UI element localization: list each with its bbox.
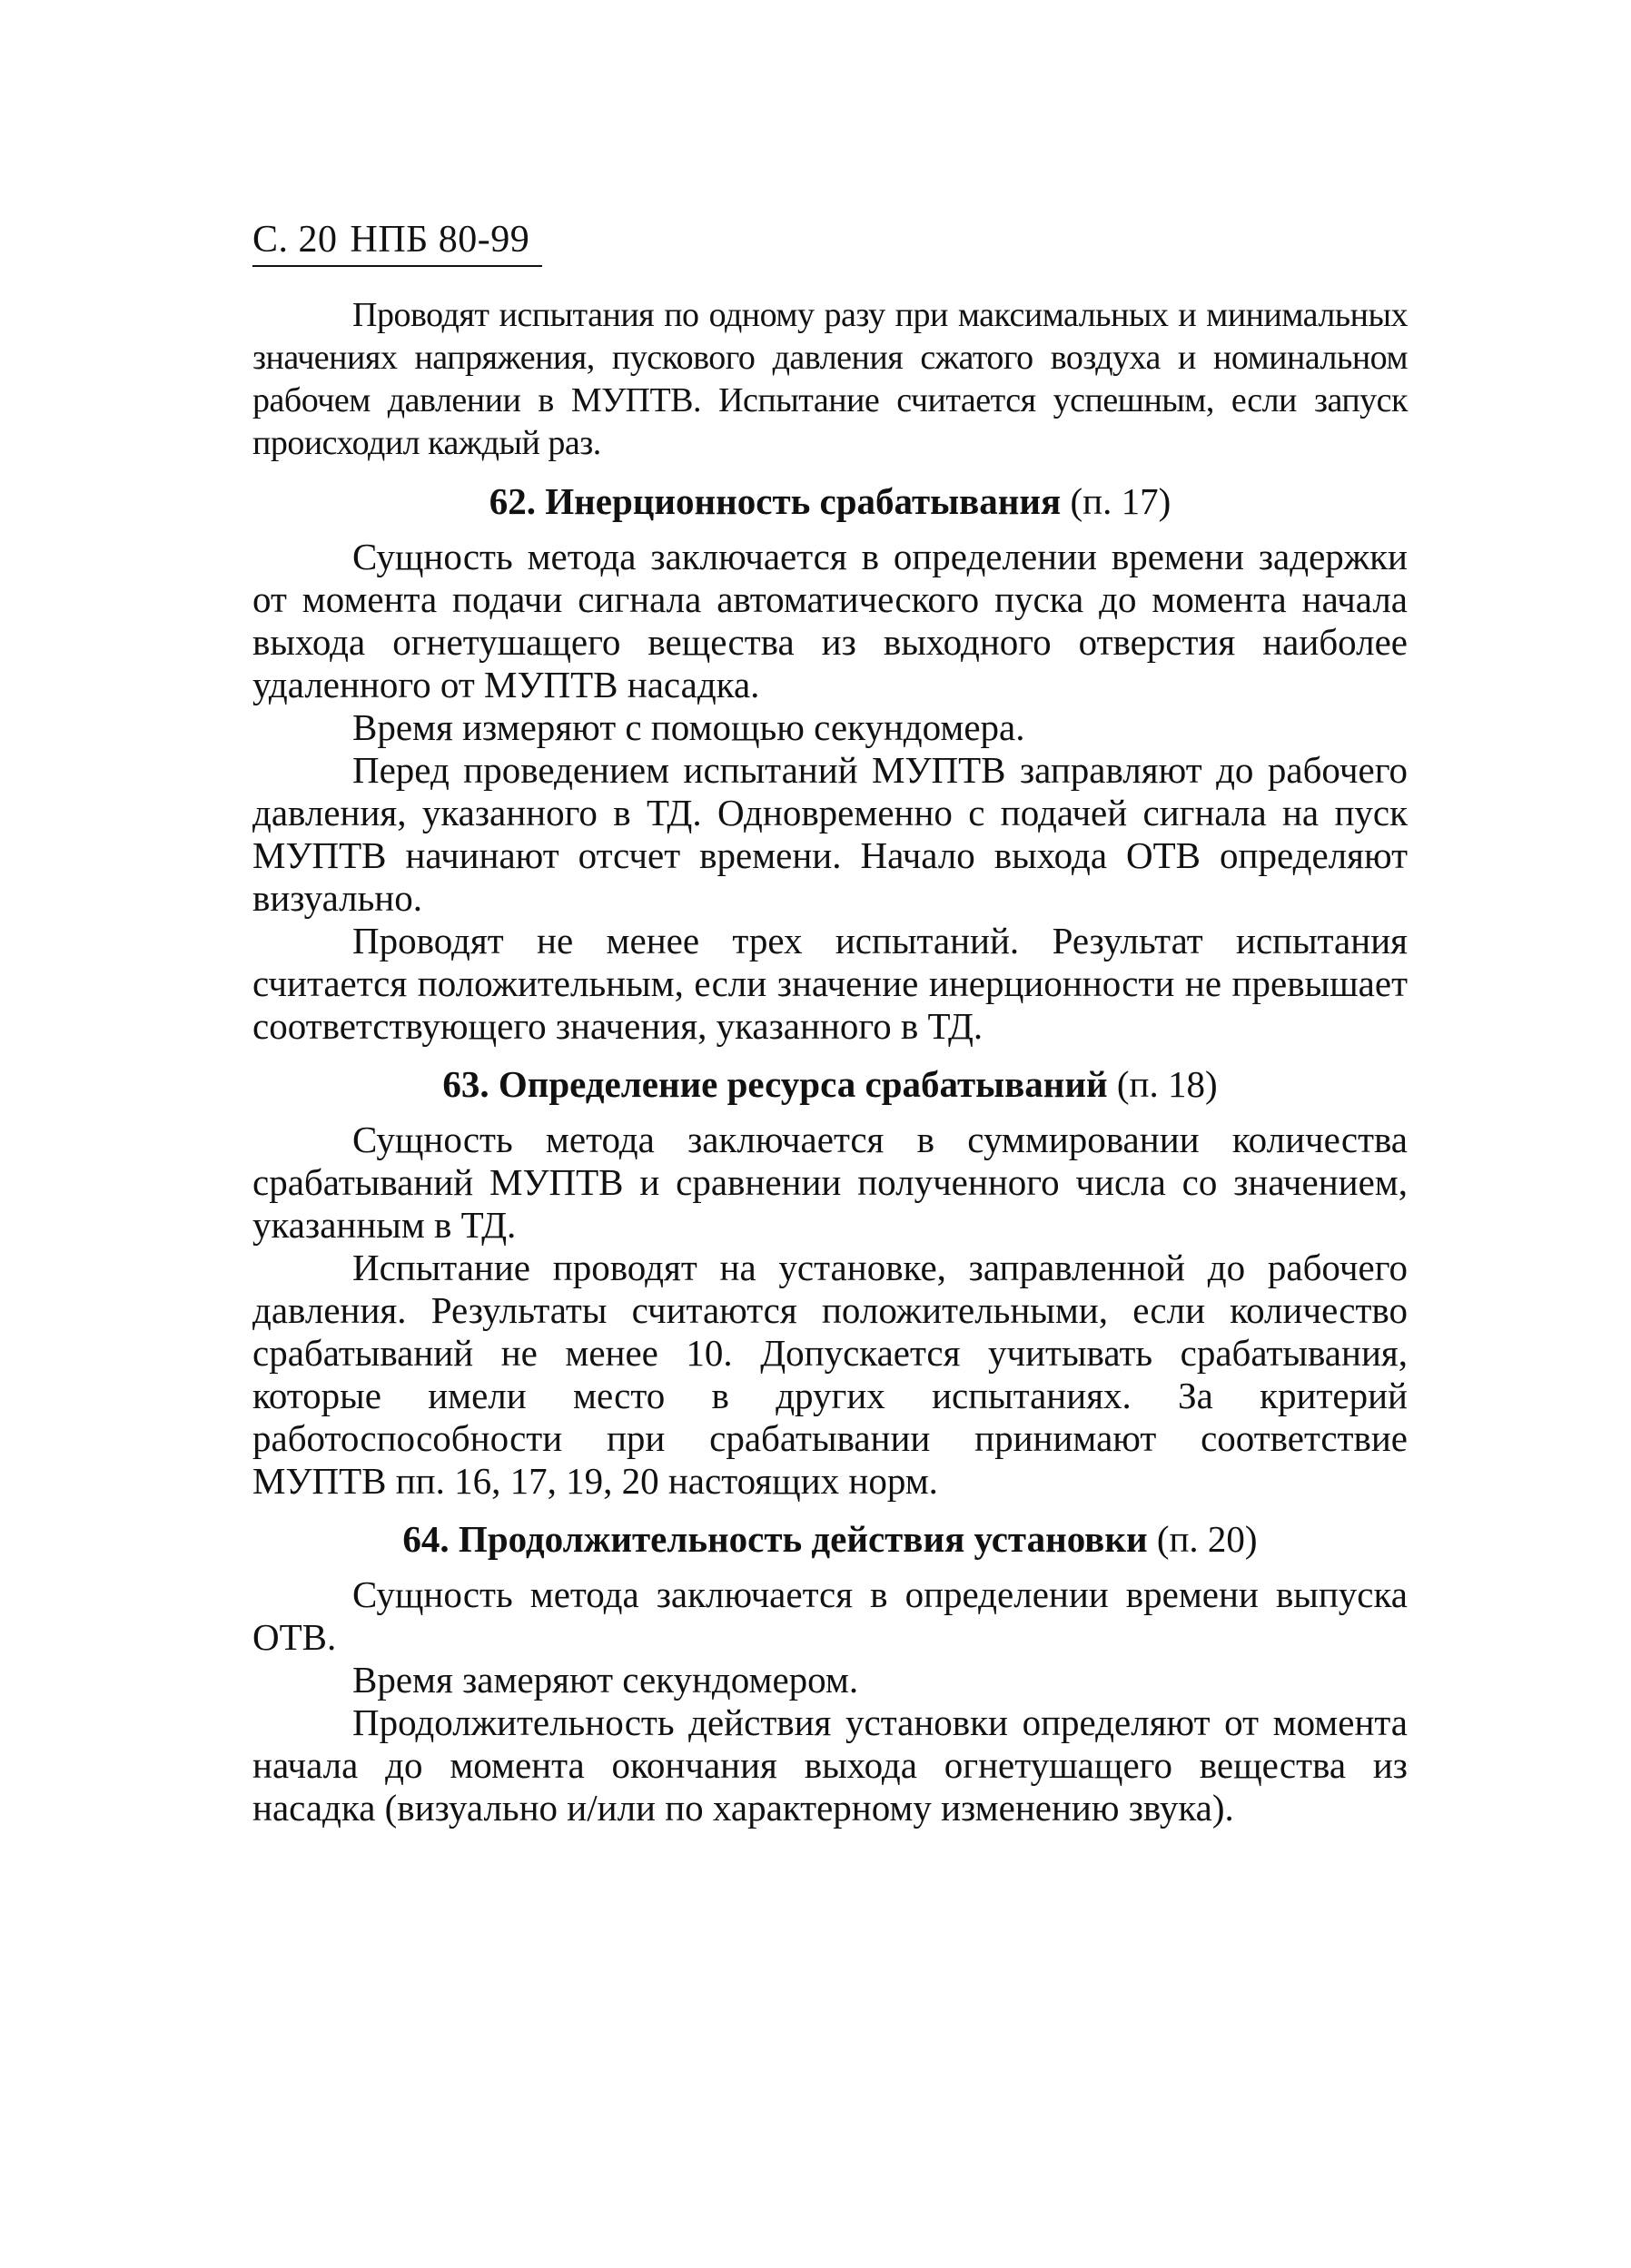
section-reference: (п. 17)	[1070, 480, 1171, 522]
section-heading	[252, 1517, 1408, 1561]
section-62	[252, 479, 1408, 1048]
paragraph: Сущность метода заключается в определении времени выпуска ОТВ.	[252, 1573, 1408, 1658]
paragraph: Сущность метода заключается в суммировании количества срабатываний МУПТВ и сравнении полученного числа со значением, указанным в ТД.	[252, 1119, 1408, 1246]
paragraph: Время замеряют секундомером.	[352, 1659, 859, 1701]
paragraph: Сущность метода заключается в определении времени задержки от момента подачи сигнала автоматического пуска до момента начала выхода огнетушащего вещества из выходного отверстия наиболее удаленного от МУПТВ насадка.	[252, 536, 1408, 705]
page-header	[252, 214, 542, 267]
paragraph: Продолжительность действия установки определяют от момента начала до момента окончания выхода огнетушащего вещества из насадка (визуально и/или по характерному изменению звука).	[252, 1701, 1408, 1829]
section-title: Продолжительность действия установки	[458, 1518, 1148, 1560]
section-title: Определение ресурса срабатываний	[498, 1063, 1108, 1105]
intro-paragraph: Проводят испытания по одному разу при максимальных и минимальных значениях напряжения, пускового давления сжатого воздуха и номинальном рабочем давлении в МУПТВ. Испытание считается успешным, если запуск происходил каждый раз.	[252, 296, 1408, 462]
section-heading	[252, 479, 1408, 523]
section-title: Инерционность срабатывания	[545, 480, 1062, 522]
section-number: 64.	[402, 1518, 450, 1560]
section-64	[252, 1517, 1408, 1829]
section-reference: (п. 18)	[1116, 1063, 1218, 1105]
intro-block	[252, 294, 1408, 465]
paragraph: Время измеряют с помощью секундомера.	[352, 706, 1025, 748]
paragraph: Перед проведением испытаний МУПТВ заправляют до рабочего давления, указанного в ТД. Одновременно с подачей сигнала на пуск МУПТВ начинают отсчет времени. Начало выхода ОТВ определяют визуально.	[252, 749, 1408, 919]
section-number: 62.	[489, 480, 537, 522]
paragraph: Испытание проводят на установке, заправленной до рабочего давления. Результаты считаются положительными, если количество срабатываний не менее 10. Допускается учитывать срабатывания, которые имели место в других испытаниях. За критерий работоспособности при срабатывании принимают соответствие МУПТВ пп. 16, 17, 19, 20 настоящих норм.	[252, 1247, 1408, 1502]
section-number: 63.	[442, 1063, 489, 1105]
page-number: С. 20	[252, 219, 338, 261]
section-reference: (п. 20)	[1156, 1518, 1258, 1560]
section-63	[252, 1062, 1408, 1503]
document-code: НПБ 80-99	[350, 219, 530, 261]
section-heading	[252, 1062, 1408, 1106]
paragraph: Проводят не менее трех испытаний. Результат испытания считается положительным, если значение инерционности не превышает соответствующего значения, указанного в ТД.	[252, 920, 1408, 1047]
document-page	[252, 214, 1408, 1829]
